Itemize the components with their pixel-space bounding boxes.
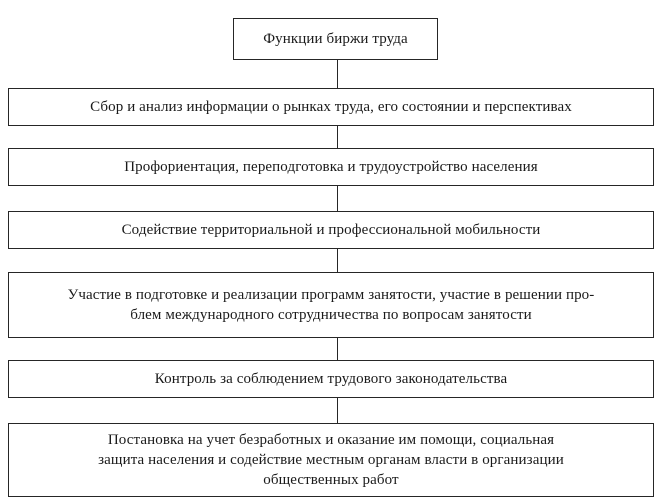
connector-line bbox=[337, 126, 338, 148]
function-box-career-guidance bbox=[8, 148, 654, 186]
function-label: Содействие территориальной и профессиональной мобильности bbox=[121, 222, 541, 238]
function-label-line: Участие в подготовке и реализации программ занятости, участие в решении про- bbox=[67, 287, 595, 303]
function-box-information-analysis bbox=[8, 88, 654, 126]
function-label: Контроль за соблюдением трудового законодательства bbox=[154, 371, 508, 387]
diagram-title-box bbox=[233, 18, 438, 60]
connector-line bbox=[337, 338, 338, 360]
function-label bbox=[68, 285, 595, 325]
function-label: Профориентация, переподготовка и трудоустройство населения bbox=[124, 159, 538, 175]
function-box-labor-law-control bbox=[8, 360, 654, 398]
connector-line bbox=[337, 249, 338, 272]
function-box-employment-programs bbox=[8, 272, 654, 338]
function-label: Сбор и анализ информации о рынках труда, его состоянии и перспективах bbox=[90, 99, 572, 115]
function-box-mobility bbox=[8, 211, 654, 249]
function-label-line: Постановка на учет безработных и оказание им помощи, социальная bbox=[107, 432, 555, 448]
function-label-line: защита населения и содействие местным органам власти в организации bbox=[98, 452, 564, 468]
function-box-unemployed-registration bbox=[8, 423, 654, 497]
connector-line bbox=[337, 398, 338, 423]
function-label bbox=[98, 430, 564, 490]
function-label-line: общественных работ bbox=[263, 472, 399, 488]
diagram-title: Функции биржи труда bbox=[263, 31, 408, 47]
connector-line bbox=[337, 186, 338, 211]
function-label-line: блем международного сотрудничества по вопросам занятости bbox=[130, 307, 532, 323]
connector-line bbox=[337, 60, 338, 88]
